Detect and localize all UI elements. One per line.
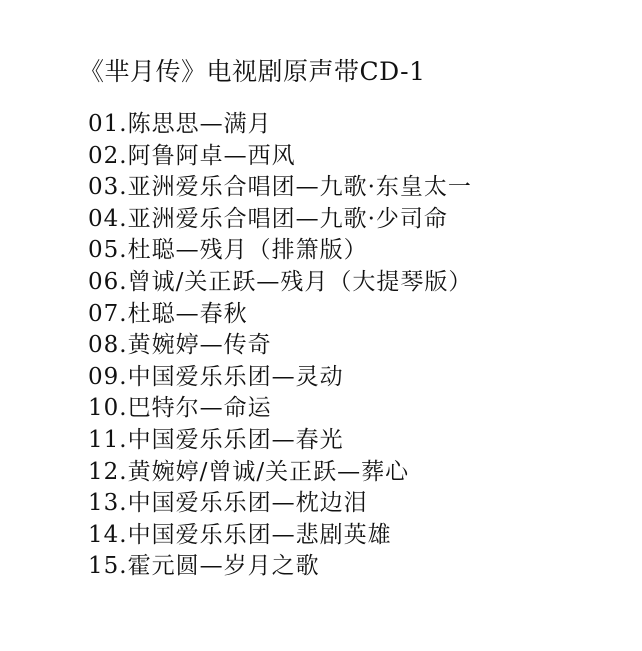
- track-item: 15.霍元圆—岁月之歌: [88, 553, 320, 580]
- track-item: 05.杜聪—残月（排箫版）: [88, 237, 368, 264]
- track-item: 08.黄婉婷—传奇: [88, 332, 272, 359]
- track-item: 06.曾诚/关正跃—残月（大提琴版）: [88, 268, 473, 295]
- track-item: 07.杜聪—春秋: [88, 300, 248, 327]
- track-item: 09.中国爱乐乐团—灵动: [88, 363, 344, 390]
- track-item: 04.亚洲爱乐合唱团—九歌·少司命: [88, 205, 448, 232]
- track-item: 12.黄婉婷/曾诚/关正跃—葬心: [88, 458, 410, 485]
- track-item: 03.亚洲爱乐合唱团—九歌·东皇太一: [88, 174, 472, 201]
- track-item: 02.阿鲁阿卓—西风: [88, 142, 296, 169]
- track-item: 01.陈思思—满月: [88, 111, 272, 137]
- page-title: 《芈月传》电视剧原声带CD-1: [79, 57, 426, 86]
- track-item: 13.中国爱乐乐团—枕边泪: [88, 490, 368, 517]
- track-list: [88, 109, 472, 583]
- track-item: 11.中国爱乐乐团—春光: [88, 426, 344, 453]
- track-item: 14.中国爱乐乐团—悲剧英雄: [88, 521, 392, 548]
- track-item: 10.巴特尔—命运: [88, 395, 272, 422]
